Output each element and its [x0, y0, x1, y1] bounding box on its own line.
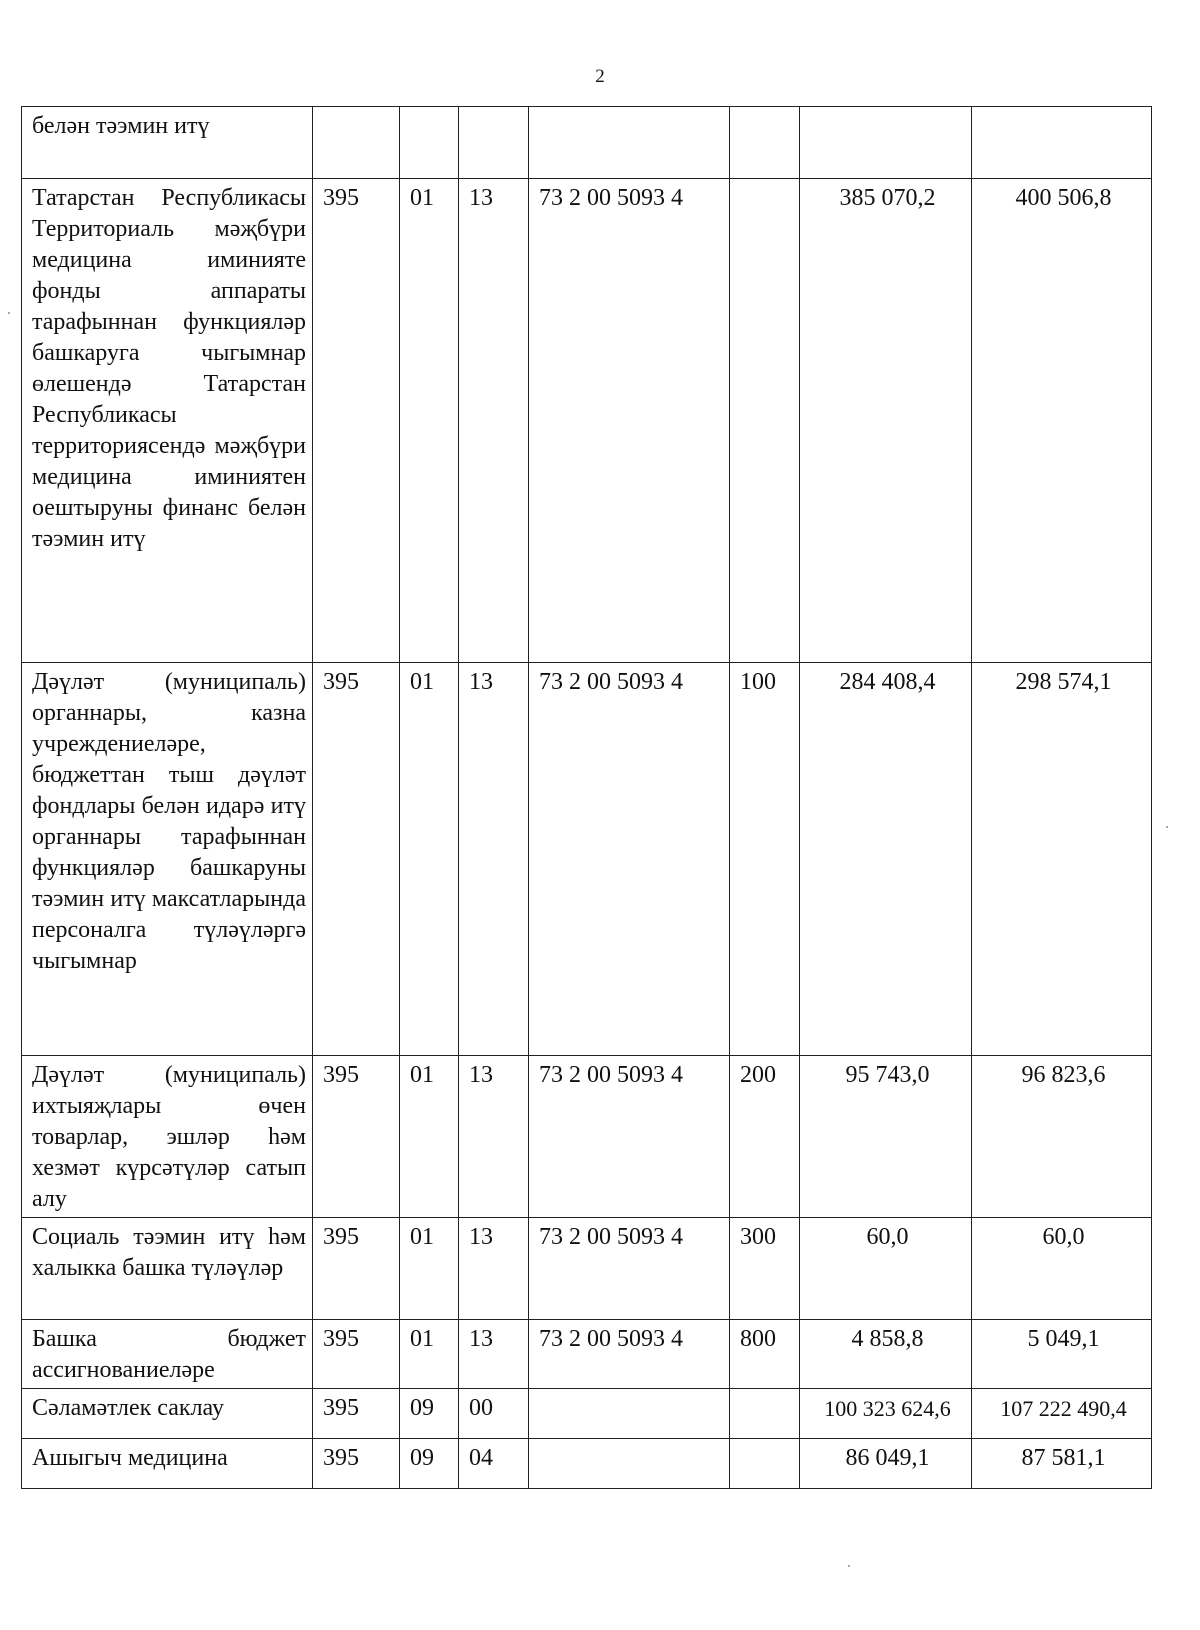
amount-year-2: 298 574,1 — [972, 663, 1152, 1056]
target-article-code: 73 2 00 5093 4 — [529, 1320, 730, 1389]
row-name: Ашыгыч медицина — [22, 1439, 313, 1489]
row-name: Социаль тәэмин итү һәм халыкка башка түләүләр — [22, 1218, 313, 1320]
scan-speck — [848, 1565, 850, 1567]
table-row — [22, 1389, 1152, 1439]
ministry-code: 395 — [313, 1439, 400, 1489]
amount-year-1: 385 070,2 — [800, 179, 972, 663]
table-row — [22, 179, 1152, 663]
target-article-code — [529, 1389, 730, 1439]
subsection-code: 00 — [459, 1389, 529, 1439]
expense-type-code: 300 — [730, 1218, 800, 1320]
amount-year-2: 60,0 — [972, 1218, 1152, 1320]
section-code: 01 — [400, 1218, 459, 1320]
target-article-code: 73 2 00 5093 4 — [529, 179, 730, 663]
expense-type-code: 800 — [730, 1320, 800, 1389]
amount-year-1: 4 858,8 — [800, 1320, 972, 1389]
subsection-code: 13 — [459, 663, 529, 1056]
table-row — [22, 1056, 1152, 1218]
ministry-code: 395 — [313, 663, 400, 1056]
target-article-code — [529, 107, 730, 179]
row-name: Татарстан Республикасы Территориаль мәҗбүри медицина иминияте фонды аппараты тарафыннан функцияләр башкаруга чыгымнар өлешендә Татарстан Республикасы территориясендә мәҗбүри медицина иминиятен оештыруны финанс белән тәэмин итү — [22, 179, 313, 663]
expense-type-code — [730, 179, 800, 663]
section-code — [400, 107, 459, 179]
section-code: 01 — [400, 1056, 459, 1218]
amount-year-2: 400 506,8 — [972, 179, 1152, 663]
expense-type-code — [730, 1389, 800, 1439]
ministry-code: 395 — [313, 1320, 400, 1389]
amount-year-2: 107 222 490,4 — [972, 1389, 1152, 1439]
ministry-code: 395 — [313, 1389, 400, 1439]
section-code: 01 — [400, 663, 459, 1056]
amount-year-1: 60,0 — [800, 1218, 972, 1320]
target-article-code: 73 2 00 5093 4 — [529, 1218, 730, 1320]
target-article-code — [529, 1439, 730, 1489]
target-article-code: 73 2 00 5093 4 — [529, 663, 730, 1056]
table-row — [22, 1218, 1152, 1320]
amount-year-1: 86 049,1 — [800, 1439, 972, 1489]
subsection-code: 13 — [459, 179, 529, 663]
scan-speck — [8, 312, 10, 314]
subsection-code: 13 — [459, 1320, 529, 1389]
ministry-code: 395 — [313, 1056, 400, 1218]
expense-type-code — [730, 1439, 800, 1489]
section-code: 09 — [400, 1389, 459, 1439]
ministry-code: 395 — [313, 1218, 400, 1320]
section-code: 01 — [400, 179, 459, 663]
row-name: белән тәэмин итү — [22, 107, 313, 179]
row-name: Сәламәтлек саклау — [22, 1389, 313, 1439]
row-name: Башка бюджет ассигнованиеләре — [22, 1320, 313, 1389]
expense-type-code: 100 — [730, 663, 800, 1056]
table-row — [22, 1439, 1152, 1489]
amount-year-2: 96 823,6 — [972, 1056, 1152, 1218]
page-number: 2 — [595, 66, 605, 87]
budget-table — [21, 106, 1152, 1489]
amount-year-1: 95 743,0 — [800, 1056, 972, 1218]
amount-year-2 — [972, 107, 1152, 179]
section-code: 09 — [400, 1439, 459, 1489]
section-code: 01 — [400, 1320, 459, 1389]
subsection-code: 13 — [459, 1218, 529, 1320]
amount-year-2: 87 581,1 — [972, 1439, 1152, 1489]
amount-year-1: 284 408,4 — [800, 663, 972, 1056]
table-row — [22, 107, 1152, 179]
table-row — [22, 1320, 1152, 1389]
expense-type-code — [730, 107, 800, 179]
amount-year-1: 100 323 624,6 — [800, 1389, 972, 1439]
amount-year-2: 5 049,1 — [972, 1320, 1152, 1389]
subsection-code: 13 — [459, 1056, 529, 1218]
target-article-code: 73 2 00 5093 4 — [529, 1056, 730, 1218]
ministry-code — [313, 107, 400, 179]
row-name: Дәүләт (муниципаль) органнары, казна учреждениеләре, бюджеттан тыш дәүләт фондлары белән идарә итү органнары тарафыннан функцияләр башкаруны тәэмин итү максатларында персоналга түләүләргә чыгымнар — [22, 663, 313, 1056]
subsection-code — [459, 107, 529, 179]
amount-year-1 — [800, 107, 972, 179]
ministry-code: 395 — [313, 179, 400, 663]
expense-type-code: 200 — [730, 1056, 800, 1218]
subsection-code: 04 — [459, 1439, 529, 1489]
scan-speck — [1166, 826, 1168, 828]
row-name: Дәүләт (муниципаль) ихтыяҗлары өчен товарлар, эшләр һәм хезмәт күрсәтүләр сатып алу — [22, 1056, 313, 1218]
table-row — [22, 663, 1152, 1056]
